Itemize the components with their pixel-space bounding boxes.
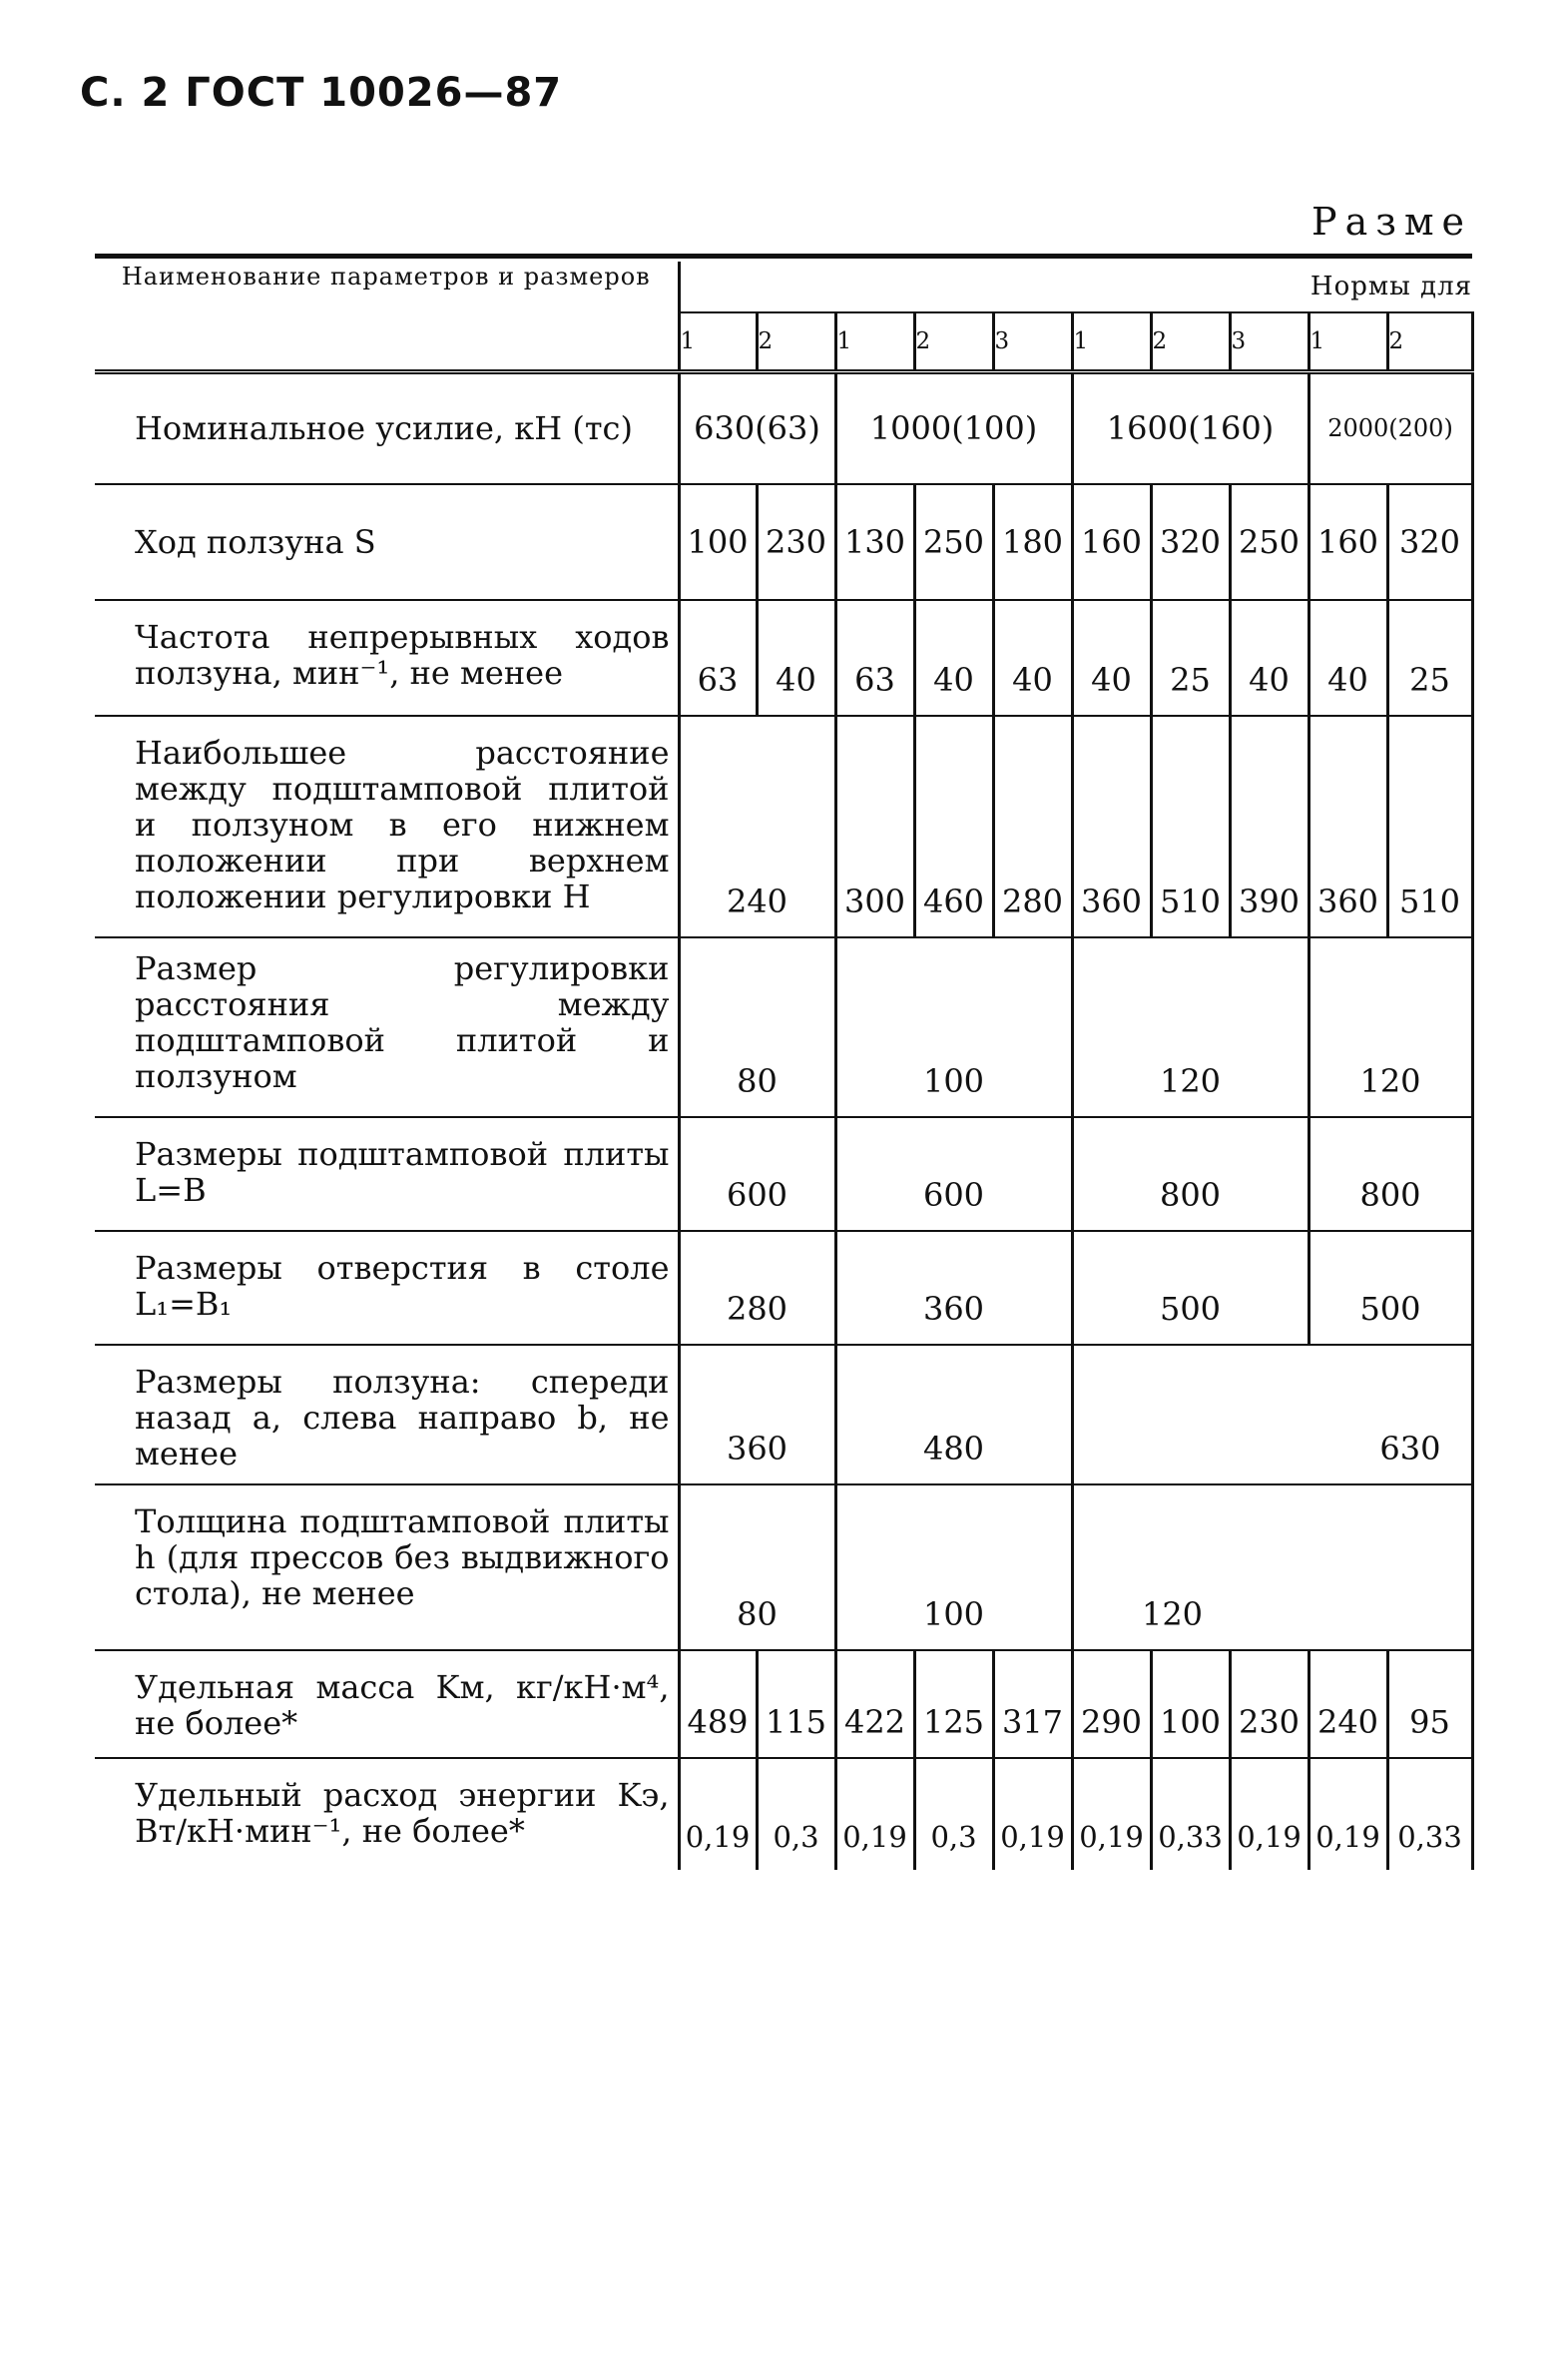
param-label: Размер регулировки расстояния между подштамповой плитой и ползуном	[95, 937, 679, 1117]
value-cell: 290	[1072, 1650, 1151, 1758]
value-cell: 0,3	[914, 1758, 993, 1870]
parameters-table	[95, 262, 1474, 1870]
param-label: Номинальное усилие, кН (тс)	[95, 372, 679, 484]
value-cell: 0,19	[1308, 1758, 1387, 1870]
value-cell: 40	[914, 600, 993, 716]
value-cell: 320	[1151, 484, 1230, 600]
table-row	[95, 1231, 1472, 1345]
value-cell: 360	[679, 1345, 835, 1484]
value-cell: 360	[1308, 716, 1387, 937]
param-label: Размеры подштамповой плиты L=B	[95, 1117, 679, 1231]
value-cell: 100	[835, 1484, 1072, 1650]
value-cell: 180	[993, 484, 1072, 600]
value-cell: 80	[679, 937, 835, 1117]
table-top-rule	[95, 254, 1472, 259]
value-cell: 120	[1072, 1484, 1472, 1650]
value-cell: 40	[1230, 600, 1308, 716]
value-cell: 1000(100)	[835, 372, 1072, 484]
table-row	[95, 1117, 1472, 1231]
value-cell: 2000(200)	[1308, 372, 1472, 484]
value-cell: 500	[1072, 1231, 1308, 1345]
param-label: Толщина подштамповой плиты h (для прессов без выдвижного стола), не менее	[95, 1484, 679, 1650]
value-cell: 240	[1308, 1650, 1387, 1758]
subcol-header: 2	[914, 312, 993, 372]
value-cell: 800	[1308, 1117, 1472, 1231]
value-cell: 489	[679, 1650, 757, 1758]
subcol-header: 1	[679, 312, 757, 372]
value-cell: 125	[914, 1650, 993, 1758]
value-cell: 0,19	[835, 1758, 914, 1870]
value-cell: 25	[1151, 600, 1230, 716]
value-cell: 0,33	[1387, 1758, 1472, 1870]
value-cell: 160	[1308, 484, 1387, 600]
value-cell: 40	[757, 600, 835, 716]
value-cell: 130	[835, 484, 914, 600]
value-cell: 800	[1072, 1117, 1308, 1231]
value-cell: 0,33	[1151, 1758, 1230, 1870]
table-row	[95, 600, 1472, 716]
value-cell: 320	[1387, 484, 1472, 600]
value-cell: 160	[1072, 484, 1151, 600]
value-cell: 360	[1072, 716, 1151, 937]
value-cell: 63	[835, 600, 914, 716]
value-cell: 317	[993, 1650, 1072, 1758]
value-cell: 230	[1230, 1650, 1308, 1758]
value-cell: 280	[679, 1231, 835, 1345]
value-cell: 0,19	[1072, 1758, 1151, 1870]
param-label: Частота непрерывных ходов ползуна, мин⁻¹, не менее	[95, 600, 679, 716]
value-cell: 630	[1072, 1345, 1472, 1484]
subcol-header: 1	[1308, 312, 1387, 372]
value-cell: 600	[679, 1117, 835, 1231]
table-row	[95, 1484, 1472, 1650]
value-cell: 250	[1230, 484, 1308, 600]
value-cell: 100	[835, 937, 1072, 1117]
subcol-header: 2	[1387, 312, 1472, 372]
value-cell: 80	[679, 1484, 835, 1650]
value-cell: 500	[1308, 1231, 1472, 1345]
value-cell: 63	[679, 600, 757, 716]
table-row	[95, 484, 1472, 600]
value-cell: 25	[1387, 600, 1472, 716]
param-label: Удельная масса Kм, кг/кН·м⁴, не более*	[95, 1650, 679, 1758]
value-cell: 510	[1151, 716, 1230, 937]
subcol-header: 2	[1151, 312, 1230, 372]
value-cell: 95	[1387, 1650, 1472, 1758]
value-cell: 630(63)	[679, 372, 835, 484]
value-cell: 280	[993, 716, 1072, 937]
value-cell: 120	[1308, 937, 1472, 1117]
norms-header: Нормы для	[679, 262, 1472, 312]
table-row	[95, 716, 1472, 937]
value-cell: 600	[835, 1117, 1072, 1231]
value-cell: 40	[1072, 600, 1151, 716]
value-cell: 100	[679, 484, 757, 600]
subcol-header: 3	[1230, 312, 1308, 372]
param-label: Наибольшее расстояние между подштамповой плитой и ползуном в его нижнем положении при верхнем положении регулировки H	[95, 716, 679, 937]
param-label: Удельный расход энергии Kэ, Вт/кН·мин⁻¹, не более*	[95, 1758, 679, 1870]
value-cell: 115	[757, 1650, 835, 1758]
table-row	[95, 1758, 1472, 1870]
param-column-header: Наименование параметров и размеров	[95, 262, 679, 372]
value-cell: 40	[1308, 600, 1387, 716]
table-row	[95, 937, 1472, 1117]
value-cell: 0,19	[1230, 1758, 1308, 1870]
value-cell: 422	[835, 1650, 914, 1758]
param-label: Размеры ползуна: спереди назад a, слева направо b, не менее	[95, 1345, 679, 1484]
value-cell: 0,19	[679, 1758, 757, 1870]
value-cell: 510	[1387, 716, 1472, 937]
value-cell: 360	[835, 1231, 1072, 1345]
value-cell: 300	[835, 716, 914, 937]
value-cell: 460	[914, 716, 993, 937]
value-cell: 0,3	[757, 1758, 835, 1870]
subcol-header: 2	[757, 312, 835, 372]
value-cell: 230	[757, 484, 835, 600]
section-title: Разме	[1311, 200, 1472, 244]
value-cell: 40	[993, 600, 1072, 716]
table-row	[95, 1345, 1472, 1484]
param-label: Ход ползуна S	[95, 484, 679, 600]
subcol-header: 3	[993, 312, 1072, 372]
value-cell: 120	[1072, 937, 1308, 1117]
value-cell: 480	[835, 1345, 1072, 1484]
value-cell: 100	[1151, 1650, 1230, 1758]
value-cell: 0,19	[993, 1758, 1072, 1870]
param-label: Размеры отверстия в столе L₁=B₁	[95, 1231, 679, 1345]
value-cell: 390	[1230, 716, 1308, 937]
subcol-header: 1	[1072, 312, 1151, 372]
value-cell: 1600(160)	[1072, 372, 1308, 484]
table-row	[95, 1650, 1472, 1758]
value-cell: 240	[679, 716, 835, 937]
value-cell: 250	[914, 484, 993, 600]
subcol-header: 1	[835, 312, 914, 372]
table-row	[95, 372, 1472, 484]
page-header: С. 2 ГОСТ 10026—87	[80, 70, 563, 116]
